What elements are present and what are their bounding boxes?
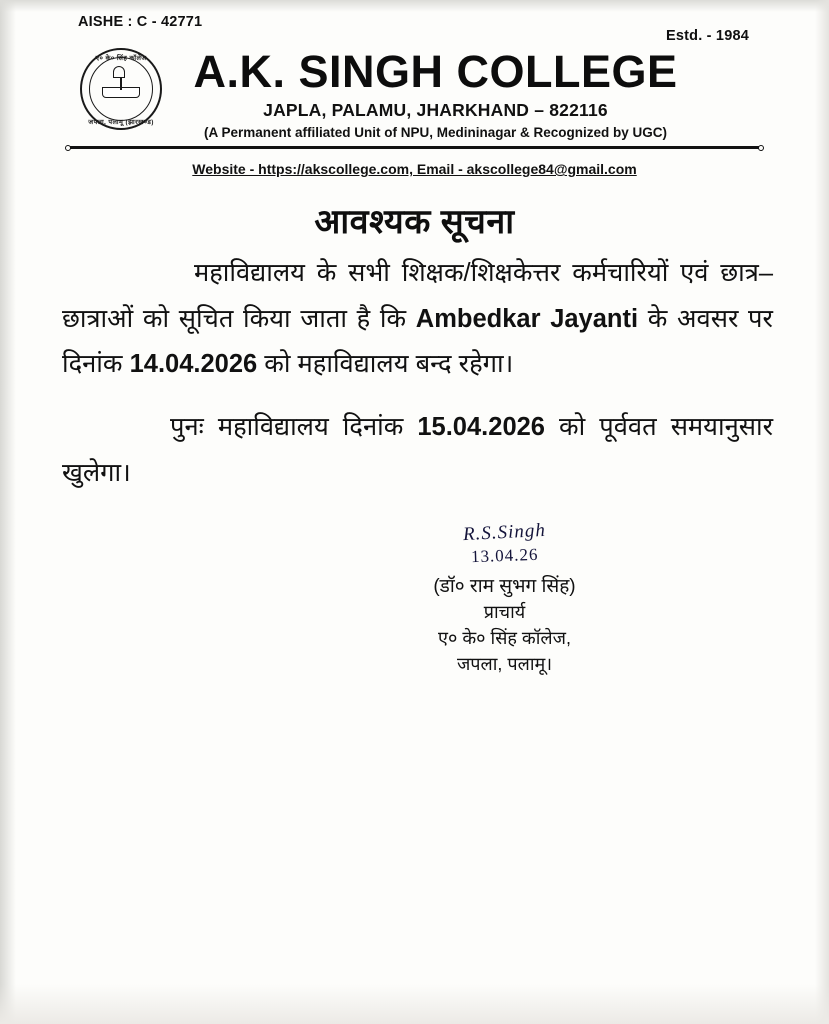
notice-paragraph-2: [62, 405, 773, 496]
college-contact: Website - https://akscollege.com, Email - akscollege84@gmail.com: [192, 161, 637, 178]
signature-college-name: ए० के० सिंह कॉलेज,: [438, 628, 571, 649]
divider-line: [68, 146, 761, 149]
principal-designation: प्राचार्य: [483, 602, 526, 623]
handwritten-signature: [180, 519, 829, 546]
handwritten-date-row: [180, 544, 829, 566]
paragraph-1-text-c: को महाविद्यालय बन्द रहेगा।: [257, 350, 514, 378]
paragraph-1-text-b: के अवसर पर दिनांक: [62, 304, 773, 378]
logo-book-icon: [102, 78, 140, 98]
signature-place: जपला, पलामू।: [456, 654, 553, 675]
divider-dot-right: [758, 145, 764, 151]
signature-script: R.S.Singh: [462, 519, 547, 546]
paragraph-2-text-b: को पूर्ववत समयानुसार खुलेगा।: [62, 413, 773, 487]
scan-edge-shadow-bottom: [0, 984, 829, 1024]
paragraph-2-text-a: पुनः महाविद्यालय दिनांक: [170, 413, 418, 442]
notice-title: आवश्यक सूचना: [314, 203, 515, 242]
notice-body: [62, 251, 773, 496]
college-affiliation: (A Permanent affiliated Unit of NPU, Medininagar & Recognized by UGC): [203, 125, 668, 141]
principal-name: (डॉ० राम सुभग सिंह): [433, 576, 576, 598]
reopen-date: 15.04.2026: [417, 413, 545, 442]
logo-lamp-icon: [113, 66, 125, 78]
college-name: A.K. SINGH COLLEGE: [193, 46, 678, 97]
holiday-date: 14.04.2026: [129, 350, 258, 378]
established-year: Estd. - 1984: [666, 28, 749, 44]
signature-block: [0, 519, 829, 676]
logo-top-text: ए० के० सिंह कॉलेज: [95, 55, 147, 62]
signature-date: 13.04.26: [470, 544, 539, 567]
notice-paragraph-1: [62, 251, 773, 387]
divider-dot-left: [65, 145, 71, 151]
event-name: Ambedkar Jayanti: [415, 304, 639, 333]
college-address: JAPLA, PALAMU, JHARKHAND – 822116: [263, 100, 608, 121]
paragraph-1-text-a: महाविद्यालय के सभी शिक्षक/शिक्षकेत्तर कर्मचारियों एवं छात्र–छात्राओं को सूचित किया जाता है कि: [62, 259, 773, 333]
college-logo-icon: [80, 48, 164, 132]
logo-bottom-text: जपला, पलामू (झारखण्ड): [88, 119, 154, 126]
letterhead-header: [0, 0, 829, 177]
aishe-code: AISHE : C - 42771: [78, 14, 203, 30]
header-divider: [68, 146, 761, 154]
